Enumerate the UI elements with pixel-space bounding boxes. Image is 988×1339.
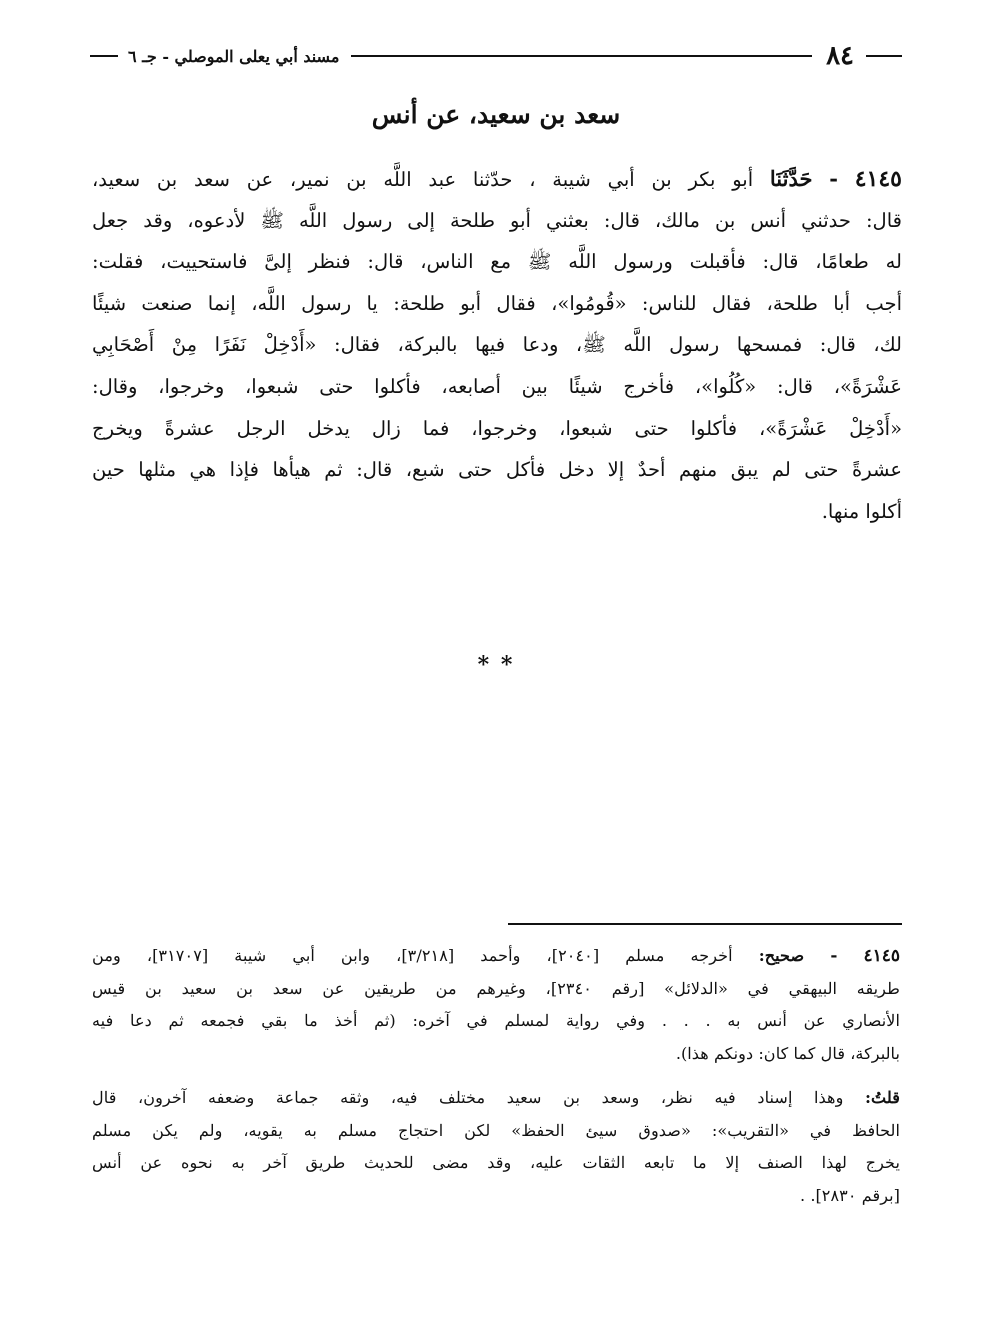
section-separator: * * bbox=[477, 652, 515, 678]
footnote-line bbox=[92, 940, 900, 973]
hadith-number: ٤١٤٥ bbox=[854, 166, 902, 192]
hadith-text bbox=[92, 158, 902, 532]
footnote-line: [برقم ٢٨٣٠]. . bbox=[800, 1185, 900, 1205]
running-header bbox=[90, 36, 902, 76]
footnote-note-label: قلتُ: bbox=[865, 1088, 900, 1107]
footnote-line: الحافظ في «التقريب»: «صدوق سيئ الحفظ» لكن احتجاج مسلم به يقويه، ولم يكن مسلم bbox=[92, 1120, 900, 1140]
header-rule bbox=[351, 55, 812, 57]
hadith-line: أكلوا منها. bbox=[821, 499, 902, 523]
header-dash bbox=[90, 55, 118, 57]
footnote-line bbox=[92, 1082, 900, 1115]
hadith-line: عشرةً حتى لم يبق منهم أحدٌ إلا دخل فأكل حتى شبع، قال: ثم هيأها فإذا هي مثلها حين bbox=[92, 458, 902, 482]
chapter-title: سعد بن سعيد، عن أنس bbox=[371, 100, 621, 129]
hadith-line: له طعامًا، قال: فأقبلت ورسول اللَّه ﷺ مع الناس، قال: فنظر إلىَّ فاستحييت، فقلت: bbox=[92, 250, 902, 274]
hadith-line: عَشْرَةً»، قال: «كُلُوا»، فأخرج شيئًا بين أصابعه، فأكلوا حتى شبعوا، وخرجوا، وقال: bbox=[92, 374, 902, 398]
footnote-dash: - bbox=[830, 946, 838, 966]
header-dash bbox=[866, 55, 902, 57]
footnotes bbox=[92, 940, 900, 1212]
hadith-opening-word: حَدَّثَنَا bbox=[769, 166, 813, 191]
footnote-line: الأنصاري عن أنس به . . . وفي رواية لمسلم في آخره: (ثم أخذ ما بقي فجمعه ثم دعا فيه bbox=[92, 1011, 900, 1030]
footnote-grade: صحيح: bbox=[758, 946, 805, 965]
footnote-number: ٤١٤٥ bbox=[863, 946, 900, 966]
footnote-line: يخرج لهذا الصنف إلا ما تابعه الثقات عليه، وقد مضى للحديث طريق آخر به نحوه عن أنس bbox=[92, 1153, 900, 1172]
hadith-line: «أَدْخِلْ عَشْرَةً»، فأكلوا حتى شبعوا، وخرجوا، فما زال يدخل الرجل عشرةً ويخرج bbox=[92, 416, 902, 440]
page-number: ٨٤ bbox=[826, 41, 854, 71]
hadith-line: لك، قال: فمسحها رسول اللَّه ﷺ، ودعا فيها بالبركة، فقال: «أَدْخِلْ نَفَرًا مِنْ أَصْحَابِي bbox=[92, 333, 902, 357]
footnote-line-text: أخرجه مسلم [٢٠٤٠]، وأحمد [٣/٢١٨]، وابن أبي شيبة [٣١٧٠٧]، ومن bbox=[92, 946, 733, 965]
hadith-line: قال: حدثني أنس بن مالك، قال: بعثني أبو طلحة إلى رسول اللَّه ﷺ لأدعوه، وقد جعل bbox=[92, 208, 902, 232]
footnote-line: بالبركة، قال كما كان: دونكم هذا). bbox=[675, 1043, 900, 1063]
hadith-line: أجب أبا طلحة، فقال للناس: «قُومُوا»، فقال أبو طلحة: يا رسول اللَّه، إنما صنعت شيئًا bbox=[92, 291, 902, 315]
footnote-gap bbox=[92, 1070, 900, 1082]
hadith-line-text: أبو بكر بن أبي شيبة ، حدّثنا عبد اللَّه بن نمير، عن سعد بن سعيد، bbox=[92, 168, 754, 191]
hadith-dash: - bbox=[829, 166, 838, 191]
footnote-rule bbox=[508, 923, 902, 925]
footnote-line-text: وهذا إسناد فيه نظر، وسعد بن سعيد مختلف فيه، وثقه جماعة وضعفه آخرون، قال bbox=[92, 1088, 844, 1107]
footnote-line: طريقه البيهقي في «الدلائل» [رقم ٢٣٤٠]، وغيرهم من طريقين عن سعد بن سعيد بن قيس bbox=[92, 978, 900, 998]
running-title: مسند أبي يعلى الموصلي - جـ ٦ bbox=[128, 46, 340, 66]
hadith-line bbox=[92, 158, 902, 200]
